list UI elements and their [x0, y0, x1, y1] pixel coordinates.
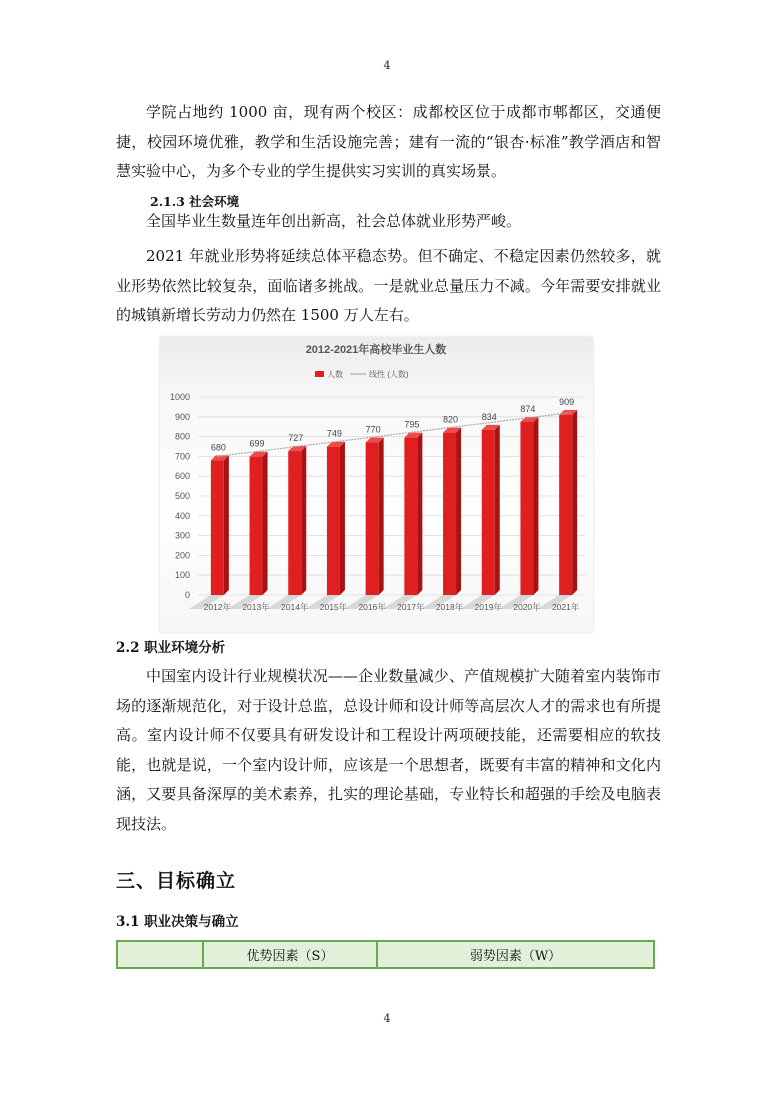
bar-side	[263, 452, 268, 595]
page-number-top: 4	[383, 59, 391, 72]
heading-career-environment: 2.2 职业环境分析	[116, 640, 226, 656]
chart-svg	[160, 337, 593, 632]
paragraph-social-2: 2021 年就业形势将延续总体平稳态势。但不确定、不稳定因素仍然较多，就业形势依然比较复杂，面临诸多挑战。一是就业总量压力不减。今年需要安排就业的城镇新增长劳动力仍然在 1500 万人左右。	[116, 247, 661, 324]
x-tick-label: 2018年	[435, 602, 464, 612]
y-tick-label: 1000	[169, 392, 190, 402]
page-number-bottom: 4	[383, 1012, 391, 1025]
x-tick-label: 2020年	[513, 602, 541, 612]
x-tick-label: 2014年	[281, 602, 309, 612]
chart-title: 2012-2021年高校毕业生人数	[305, 344, 447, 356]
bar	[211, 460, 224, 595]
bar	[327, 447, 340, 595]
x-tick-label: 2017年	[397, 602, 425, 612]
swot-header-blank	[117, 941, 203, 968]
y-tick-label: 200	[174, 550, 190, 561]
bar-side	[301, 446, 306, 595]
bar-side	[533, 417, 538, 595]
bar-side	[340, 442, 345, 595]
bar-side	[379, 438, 384, 595]
bar	[559, 415, 572, 595]
data-label: 770	[365, 424, 381, 435]
y-tick-label: 800	[174, 431, 190, 442]
paragraph-career: 中国室内设计行业规模状况——企业数量减少、产值规模扩大随着室内装饰市场的逐渐规范化，对于设计总监，总设计师和设计师等高层次人才的需求也有所提高。室内设计师不仅要具有研发设计和工程设计两项硬技能，还需要相应的软技能，也就是说，一个室内设计师，应该是一个思想者，既要有丰富的精神和文化内涵，又要具备深厚的美术素养，扎实的理论基础，专业特长和超强的手绘及电脑表现技法。	[116, 667, 661, 833]
data-label: 749	[326, 428, 342, 439]
bar	[404, 438, 417, 595]
data-label: 820	[443, 414, 459, 425]
bar	[520, 422, 533, 595]
x-tick-label: 2013年	[242, 602, 270, 612]
legend-label-bar: 人数	[327, 370, 343, 379]
legend-swatch-bar	[315, 371, 324, 377]
x-tick-label: 2019年	[474, 602, 502, 612]
swot-table	[116, 940, 655, 969]
y-tick-label: 100	[174, 570, 190, 581]
data-label: 699	[249, 438, 265, 449]
x-tick-label: 2015年	[319, 602, 348, 612]
bar-side	[417, 433, 422, 595]
data-label: 909	[559, 397, 575, 408]
data-label: 680	[210, 442, 226, 453]
paragraph-campus: 学院占地约 1000 亩，现有两个校区：成都校区位于成都市郫都区，交通便捷，校园环境优雅，教学和生活设施完善；建有一流的“银杏·标准”教学酒店和智慧实验中心，为多个专业的学生提供实习实训的真实场景。	[116, 103, 661, 180]
trend-line	[217, 413, 570, 457]
data-label: 874	[520, 403, 536, 414]
y-tick-label: 300	[174, 530, 190, 541]
swot-header-row	[117, 941, 654, 968]
heading-career-decision: 3.1 职业决策与确立	[116, 914, 239, 930]
bar-side	[456, 428, 461, 595]
y-tick-label: 900	[174, 411, 190, 422]
bar	[366, 443, 379, 595]
data-label: 727	[288, 433, 304, 444]
heading-social-environment: 2.1.3 社会环境	[150, 194, 240, 209]
bar-side	[495, 425, 500, 595]
data-label: 834	[481, 411, 497, 422]
bar-side	[224, 455, 229, 595]
graduates-chart	[160, 337, 593, 632]
legend-label-trend: 线性 (人数)	[369, 370, 409, 379]
y-tick-label: 700	[174, 451, 190, 462]
swot-header-weaknesses: 弱势因素（W）	[377, 941, 654, 968]
y-tick-label: 600	[174, 471, 190, 482]
x-tick-label: 2012年	[203, 602, 232, 612]
bar	[288, 451, 301, 595]
bar	[482, 430, 495, 595]
y-tick-label: 500	[174, 491, 190, 501]
x-tick-label: 2016年	[358, 602, 386, 612]
y-tick-label: 0	[184, 590, 190, 600]
paragraph-social-1: 全国毕业生数量连年创出新高，社会总体就业形势严峻。	[146, 212, 522, 230]
swot-header-strengths: 优势因素（S）	[203, 941, 377, 968]
y-tick-label: 400	[174, 510, 190, 521]
data-label: 795	[404, 419, 420, 430]
bar	[250, 457, 263, 595]
chart-legend	[315, 369, 409, 379]
heading-goal-setting: 三、目标确立	[116, 870, 237, 892]
x-tick-label: 2021年	[551, 602, 580, 612]
bar	[443, 433, 456, 595]
bar-side	[572, 410, 577, 595]
